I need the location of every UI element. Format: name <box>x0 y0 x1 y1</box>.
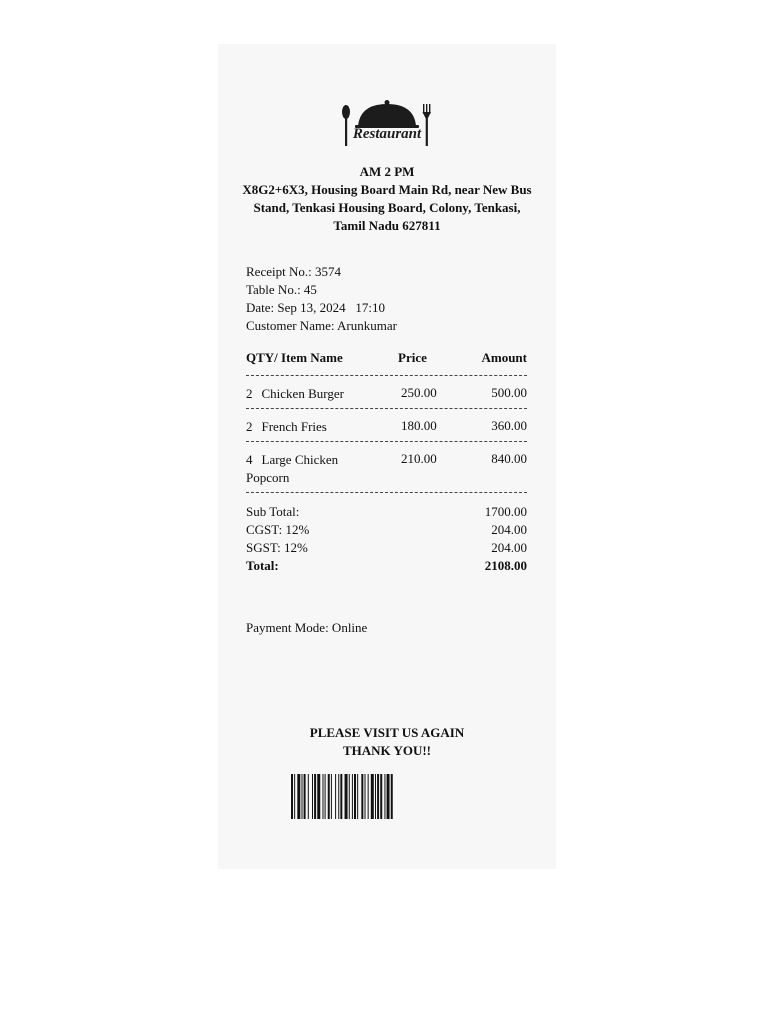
cgst-label: CGST: 12% <box>246 522 310 537</box>
footer-thank-you: THANK YOU!! <box>343 743 431 758</box>
table-number: Table No.: 45 <box>246 282 317 297</box>
footer-visit-again: PLEASE VISIT US AGAIN <box>309 725 465 740</box>
item-name: 2 French Fries <box>246 419 327 434</box>
divider <box>246 375 527 376</box>
item-price: 180.00 <box>401 418 437 433</box>
divider <box>246 492 527 493</box>
total-value: 2108.00 <box>484 558 527 573</box>
item-price: 250.00 <box>401 385 437 400</box>
col-qty-item: QTY/ Item Name <box>246 350 343 365</box>
restaurant-name: AM 2 PM <box>359 164 415 179</box>
item-amount: 840.00 <box>491 451 527 466</box>
item-amount: 360.00 <box>491 418 527 433</box>
payment-mode: Payment Mode: Online <box>246 620 368 635</box>
sgst-value: 204.00 <box>491 540 527 555</box>
logo-text: Restaurant <box>352 126 422 142</box>
divider <box>246 408 527 409</box>
subtotal-label: Sub Total: <box>246 504 300 519</box>
restaurant-address: X8G2+6X3, Housing Board Main Rd, near New Bus Stand, Tenkasi Housing Board, Colony, Tenkasi, Tamil Nadu 627811 <box>242 182 532 233</box>
divider <box>246 441 527 442</box>
receipt-number: Receipt No.: 3574 <box>246 264 341 279</box>
subtotal-value: 1700.00 <box>484 504 527 519</box>
total-label: Total: <box>246 558 279 573</box>
restaurant-logo <box>340 100 434 150</box>
item-amount: 500.00 <box>491 385 527 400</box>
receipt <box>218 44 556 869</box>
col-price: Price <box>398 350 427 365</box>
item-price: 210.00 <box>401 451 437 466</box>
customer-name: Customer Name: Arunkumar <box>246 318 397 333</box>
item-name: 4 Large Chicken Popcorn <box>246 452 339 485</box>
barcode-icon <box>291 774 481 819</box>
sgst-label: SGST: 12% <box>246 540 308 555</box>
receipt-date: Date: Sep 13, 2024 17:10 <box>246 300 386 315</box>
col-amount: Amount <box>481 350 527 365</box>
cgst-value: 204.00 <box>491 522 527 537</box>
item-name: 2 Chicken Burger <box>246 386 344 401</box>
